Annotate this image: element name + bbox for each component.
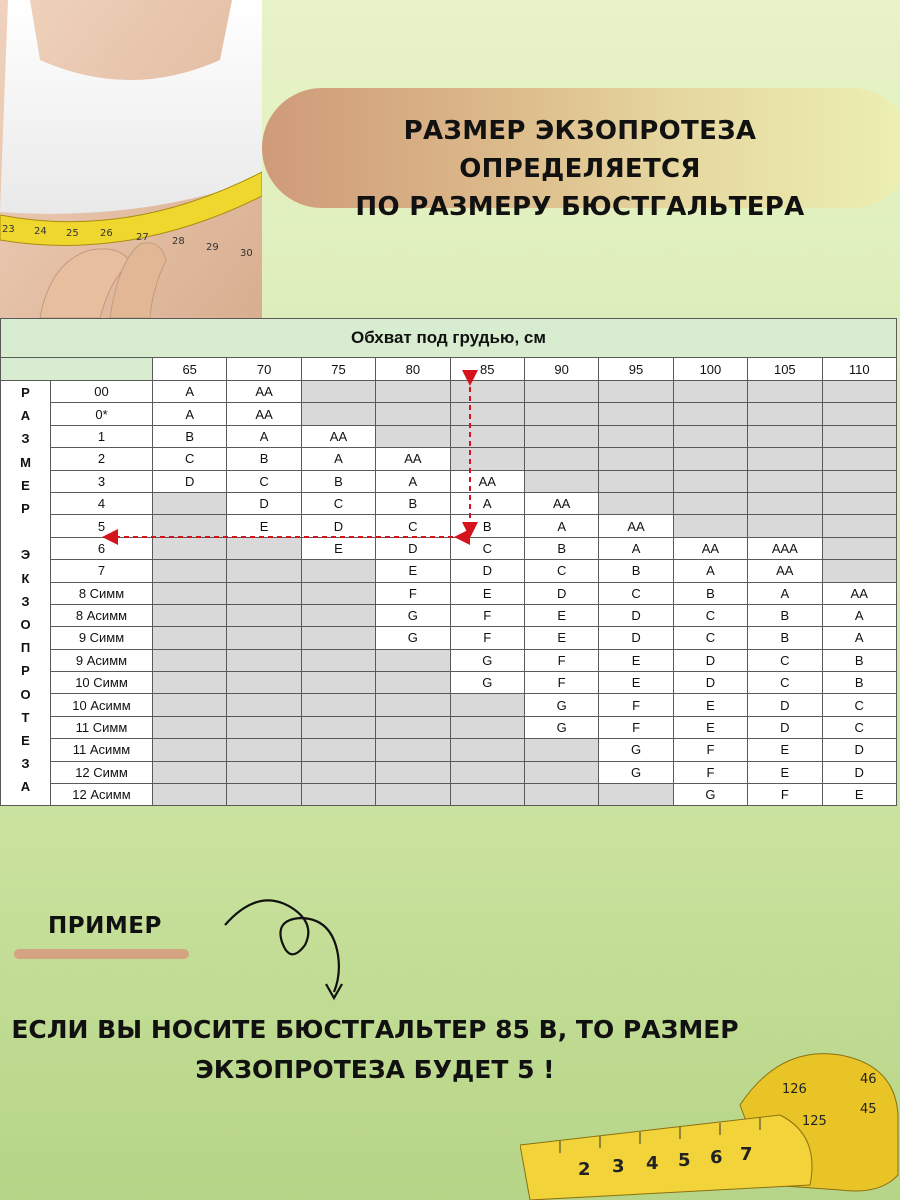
empty-cell	[153, 649, 227, 671]
tape-number: 26	[100, 228, 113, 239]
empty-cell	[673, 403, 747, 425]
table-row	[1, 694, 897, 716]
cup-size-cell: AA	[376, 448, 450, 470]
empty-cell	[599, 448, 673, 470]
cup-size-cell: C	[153, 448, 227, 470]
empty-cell	[376, 381, 450, 403]
empty-cell	[227, 784, 301, 806]
empty-cell	[376, 403, 450, 425]
table-row	[1, 448, 897, 470]
empty-cell	[301, 582, 375, 604]
cup-size-cell: B	[450, 515, 524, 537]
empty-cell	[599, 381, 673, 403]
row-label: 5	[51, 515, 153, 537]
empty-cell	[524, 739, 598, 761]
empty-cell	[748, 381, 822, 403]
heading-line-2: ПО РАЗМЕРУ БЮСТГАЛЬТЕРА	[355, 192, 805, 222]
empty-cell	[376, 672, 450, 694]
cup-size-cell: D	[227, 492, 301, 514]
cup-size-cell: D	[673, 672, 747, 694]
cup-size-cell: D	[376, 537, 450, 559]
cup-size-cell: C	[376, 515, 450, 537]
empty-cell	[748, 448, 822, 470]
table-row	[1, 739, 897, 761]
row-axis-letter: З	[21, 756, 30, 772]
empty-cell	[301, 784, 375, 806]
cup-size-cell: C	[673, 627, 747, 649]
empty-cell	[524, 381, 598, 403]
row-label: 00	[51, 381, 153, 403]
row-axis-letter: П	[20, 640, 31, 656]
row-label: 7	[51, 560, 153, 582]
cup-size-cell: D	[748, 694, 822, 716]
tape-number: 27	[136, 232, 149, 243]
table-row	[1, 627, 897, 649]
cup-size-cell: F	[450, 627, 524, 649]
row-label: 6	[51, 537, 153, 559]
example-line-2: ЭКЗОПРОТЕЗА БУДЕТ 5 !	[195, 1055, 555, 1084]
empty-cell	[673, 492, 747, 514]
empty-cell	[450, 425, 524, 447]
empty-cell	[599, 784, 673, 806]
empty-cell	[748, 425, 822, 447]
table-row	[1, 403, 897, 425]
empty-cell	[822, 537, 896, 559]
column-header: 90	[524, 358, 598, 381]
cup-size-cell: AA	[227, 381, 301, 403]
empty-cell	[450, 784, 524, 806]
tape-number: 23	[2, 224, 15, 235]
empty-cell	[301, 381, 375, 403]
empty-cell	[748, 515, 822, 537]
table-row	[1, 515, 897, 537]
cup-size-cell: AA	[450, 470, 524, 492]
cup-size-cell: E	[748, 761, 822, 783]
cup-size-cell: F	[524, 672, 598, 694]
cup-size-cell: D	[524, 582, 598, 604]
cup-size-cell: C	[748, 672, 822, 694]
table-row	[1, 604, 897, 626]
cup-size-cell: C	[673, 604, 747, 626]
example-line-1: ЕСЛИ ВЫ НОСИТЕ БЮСТГАЛЬТЕР 85 В, ТО РАЗМЕР	[11, 1015, 739, 1044]
empty-cell	[227, 694, 301, 716]
row-axis-letter: А	[20, 408, 31, 424]
tape-number: 30	[240, 248, 253, 259]
chest-measurement-photo	[0, 0, 262, 318]
cup-size-cell: AA	[227, 403, 301, 425]
empty-cell	[822, 492, 896, 514]
empty-cell	[227, 739, 301, 761]
empty-cell	[301, 403, 375, 425]
tape-number: 46	[860, 1072, 877, 1087]
cup-size-cell: E	[301, 537, 375, 559]
row-label: 11 Симм	[51, 716, 153, 738]
column-header: 100	[673, 358, 747, 381]
row-label: 8 Симм	[51, 582, 153, 604]
empty-cell	[301, 604, 375, 626]
cup-size-cell: E	[227, 515, 301, 537]
cup-size-cell: G	[599, 739, 673, 761]
empty-cell	[227, 582, 301, 604]
table-row	[1, 381, 897, 403]
cup-size-cell: B	[227, 448, 301, 470]
cup-size-cell: AA	[822, 582, 896, 604]
empty-cell	[748, 403, 822, 425]
empty-cell	[376, 716, 450, 738]
empty-cell	[450, 739, 524, 761]
empty-cell	[450, 403, 524, 425]
empty-cell	[376, 739, 450, 761]
tape-number: 45	[860, 1102, 877, 1117]
row-label: 10 Симм	[51, 672, 153, 694]
row-label: 10 Асимм	[51, 694, 153, 716]
cup-size-cell: A	[153, 403, 227, 425]
header-corner	[1, 358, 153, 381]
empty-cell	[301, 739, 375, 761]
cup-size-cell: B	[524, 537, 598, 559]
tape-number: 3	[612, 1156, 625, 1177]
cup-size-cell: AA	[748, 560, 822, 582]
column-header: 95	[599, 358, 673, 381]
row-axis-letter: А	[20, 779, 31, 795]
column-header: 70	[227, 358, 301, 381]
column-header: 75	[301, 358, 375, 381]
cup-size-cell: A	[227, 425, 301, 447]
cup-size-cell: C	[822, 694, 896, 716]
cup-size-cell: G	[376, 627, 450, 649]
tape-number: 5	[678, 1150, 691, 1171]
cup-size-cell: F	[376, 582, 450, 604]
cup-size-cell: D	[599, 604, 673, 626]
row-axis-letter: Т	[21, 709, 30, 725]
row-axis-letter: З	[21, 431, 30, 447]
table-row	[1, 470, 897, 492]
heading-line-1: РАЗМЕР ЭКЗОПРОТЕЗА ОПРЕДЕЛЯЕТСЯ	[403, 116, 757, 184]
row-label: 0*	[51, 403, 153, 425]
cup-size-cell: AA	[673, 537, 747, 559]
row-label: 11 Асимм	[51, 739, 153, 761]
empty-cell	[822, 425, 896, 447]
empty-cell	[376, 425, 450, 447]
cup-size-cell: AAA	[748, 537, 822, 559]
empty-cell	[227, 649, 301, 671]
empty-cell	[599, 403, 673, 425]
cup-size-cell: B	[748, 604, 822, 626]
empty-cell	[524, 403, 598, 425]
empty-cell	[673, 470, 747, 492]
cup-size-cell: B	[301, 470, 375, 492]
empty-cell	[153, 604, 227, 626]
cup-size-cell: E	[376, 560, 450, 582]
row-axis-letter: О	[20, 686, 31, 702]
curly-arrow-icon	[220, 890, 360, 1005]
cup-size-cell: G	[599, 761, 673, 783]
cup-size-cell: D	[748, 716, 822, 738]
row-label: 4	[51, 492, 153, 514]
cup-size-cell: G	[673, 784, 747, 806]
column-header: 105	[748, 358, 822, 381]
empty-cell	[748, 492, 822, 514]
column-header: 80	[376, 358, 450, 381]
empty-cell	[227, 627, 301, 649]
cup-size-cell: D	[822, 761, 896, 783]
empty-cell	[301, 627, 375, 649]
empty-cell	[153, 761, 227, 783]
empty-cell	[227, 537, 301, 559]
cup-size-cell: G	[450, 649, 524, 671]
empty-cell	[450, 694, 524, 716]
cup-size-cell: E	[748, 739, 822, 761]
cup-size-cell: F	[673, 739, 747, 761]
cup-size-cell: D	[822, 739, 896, 761]
row-axis-letter: М	[20, 454, 31, 470]
cup-size-cell: A	[524, 515, 598, 537]
row-axis-letter: Р	[21, 385, 30, 400]
cup-size-cell: B	[599, 560, 673, 582]
cup-size-cell: A	[673, 560, 747, 582]
cup-size-cell: E	[524, 627, 598, 649]
row-axis-letter: Р	[21, 663, 30, 679]
cup-size-cell: A	[822, 604, 896, 626]
cup-size-cell: D	[673, 649, 747, 671]
cup-size-cell: F	[524, 649, 598, 671]
empty-cell	[524, 784, 598, 806]
tape-number: 29	[206, 242, 219, 253]
tape-number: 2	[578, 1159, 591, 1180]
cup-size-cell: E	[599, 649, 673, 671]
empty-cell	[153, 492, 227, 514]
cup-size-cell: E	[599, 672, 673, 694]
cup-size-cell: A	[376, 470, 450, 492]
empty-cell	[524, 470, 598, 492]
example-label: ПРИМЕР	[48, 913, 162, 939]
table-row	[1, 582, 897, 604]
empty-cell	[450, 448, 524, 470]
empty-cell	[301, 649, 375, 671]
row-label: 8 Асимм	[51, 604, 153, 626]
cup-size-cell: AA	[524, 492, 598, 514]
cup-size-cell: B	[153, 425, 227, 447]
table-row	[1, 784, 897, 806]
tape-number: 28	[172, 236, 185, 247]
empty-cell	[227, 672, 301, 694]
page-heading	[280, 112, 880, 226]
cup-size-cell: G	[450, 672, 524, 694]
cup-size-cell: C	[599, 582, 673, 604]
cup-size-cell: C	[301, 492, 375, 514]
cup-size-cell: F	[673, 761, 747, 783]
table-row	[1, 492, 897, 514]
cup-size-cell: A	[153, 381, 227, 403]
cup-size-cell: C	[450, 537, 524, 559]
empty-cell	[153, 694, 227, 716]
row-axis-letter: З	[21, 593, 30, 609]
tape-measure-image	[520, 1035, 900, 1200]
cup-size-cell: C	[748, 649, 822, 671]
cup-size-cell: E	[822, 784, 896, 806]
empty-cell	[301, 761, 375, 783]
cup-size-cell: C	[822, 716, 896, 738]
cup-size-cell: D	[153, 470, 227, 492]
empty-cell	[673, 448, 747, 470]
column-header: 85	[450, 358, 524, 381]
empty-cell	[673, 381, 747, 403]
empty-cell	[524, 761, 598, 783]
empty-cell	[599, 492, 673, 514]
row-axis-letter: Э	[20, 547, 31, 563]
cup-size-cell: D	[301, 515, 375, 537]
cup-size-cell: C	[524, 560, 598, 582]
empty-cell	[822, 560, 896, 582]
cup-size-cell: F	[599, 716, 673, 738]
size-chart-table	[0, 318, 897, 806]
empty-cell	[822, 448, 896, 470]
empty-cell	[822, 403, 896, 425]
row-label: 1	[51, 425, 153, 447]
cup-size-cell: AA	[301, 425, 375, 447]
empty-cell	[153, 560, 227, 582]
empty-cell	[748, 470, 822, 492]
empty-cell	[524, 448, 598, 470]
table-title: Обхват под грудью, см	[1, 319, 897, 358]
empty-cell	[153, 739, 227, 761]
cup-size-cell: G	[524, 716, 598, 738]
tape-number: 6	[710, 1147, 723, 1168]
empty-cell	[376, 649, 450, 671]
cup-size-cell: AA	[599, 515, 673, 537]
empty-cell	[153, 582, 227, 604]
table-row	[1, 716, 897, 738]
empty-cell	[450, 761, 524, 783]
empty-cell	[673, 515, 747, 537]
size-chart-table-container	[0, 318, 900, 824]
row-label: 12 Симм	[51, 761, 153, 783]
table-row	[1, 560, 897, 582]
empty-cell	[153, 784, 227, 806]
cup-size-cell: D	[450, 560, 524, 582]
empty-cell	[376, 761, 450, 783]
cup-size-cell: A	[450, 492, 524, 514]
empty-cell	[673, 425, 747, 447]
table-row	[1, 649, 897, 671]
tape-number: 24	[34, 226, 47, 237]
cup-size-cell: F	[599, 694, 673, 716]
cup-size-cell: E	[673, 716, 747, 738]
cup-size-cell: E	[524, 604, 598, 626]
row-axis-letter: О	[20, 617, 31, 633]
empty-cell	[227, 761, 301, 783]
row-axis-letter	[1, 520, 50, 543]
table-row	[1, 761, 897, 783]
empty-cell	[301, 672, 375, 694]
empty-cell	[599, 425, 673, 447]
table-row	[1, 425, 897, 447]
cup-size-cell: B	[822, 672, 896, 694]
empty-cell	[450, 716, 524, 738]
cup-size-cell: F	[748, 784, 822, 806]
empty-cell	[227, 716, 301, 738]
empty-cell	[524, 425, 598, 447]
row-label: 9 Асимм	[51, 649, 153, 671]
row-axis-letter: Е	[21, 733, 30, 749]
cup-size-cell: G	[376, 604, 450, 626]
empty-cell	[822, 381, 896, 403]
empty-cell	[376, 694, 450, 716]
tape-number: 7	[740, 1144, 753, 1165]
cup-size-cell: C	[227, 470, 301, 492]
table-row	[1, 537, 897, 559]
chest-measurement-illustration	[0, 0, 262, 318]
row-label: 12 Асимм	[51, 784, 153, 806]
cup-size-cell: B	[673, 582, 747, 604]
column-header: 65	[153, 358, 227, 381]
empty-cell	[153, 627, 227, 649]
cup-size-cell: B	[376, 492, 450, 514]
tape-number: 4	[646, 1153, 659, 1174]
empty-cell	[822, 470, 896, 492]
empty-cell	[301, 694, 375, 716]
cup-size-cell: A	[301, 448, 375, 470]
cup-size-cell: A	[599, 537, 673, 559]
cup-size-cell: E	[673, 694, 747, 716]
row-axis-letter: К	[21, 570, 30, 586]
empty-cell	[450, 381, 524, 403]
row-axis-letter: Р	[21, 501, 30, 517]
empty-cell	[301, 716, 375, 738]
example-underline	[14, 949, 189, 959]
empty-cell	[153, 716, 227, 738]
cup-size-cell: E	[450, 582, 524, 604]
tape-number: 25	[66, 228, 79, 239]
cup-size-cell: D	[599, 627, 673, 649]
cup-size-cell: F	[450, 604, 524, 626]
cup-size-cell: B	[822, 649, 896, 671]
cup-size-cell: B	[748, 627, 822, 649]
empty-cell	[376, 784, 450, 806]
empty-cell	[301, 560, 375, 582]
tape-number: 126	[782, 1082, 807, 1097]
cup-size-cell: G	[524, 694, 598, 716]
empty-cell	[153, 515, 227, 537]
table-row	[1, 672, 897, 694]
cup-size-cell: A	[822, 627, 896, 649]
tape-number: 125	[802, 1114, 827, 1129]
empty-cell	[227, 560, 301, 582]
row-label: 3	[51, 470, 153, 492]
row-label: 9 Симм	[51, 627, 153, 649]
cup-size-cell: A	[748, 582, 822, 604]
empty-cell	[599, 470, 673, 492]
row-axis-label	[1, 381, 51, 806]
column-header: 110	[822, 358, 896, 381]
row-label: 2	[51, 448, 153, 470]
row-axis-letter: Е	[21, 477, 30, 493]
empty-cell	[822, 515, 896, 537]
empty-cell	[153, 672, 227, 694]
empty-cell	[153, 537, 227, 559]
empty-cell	[227, 604, 301, 626]
